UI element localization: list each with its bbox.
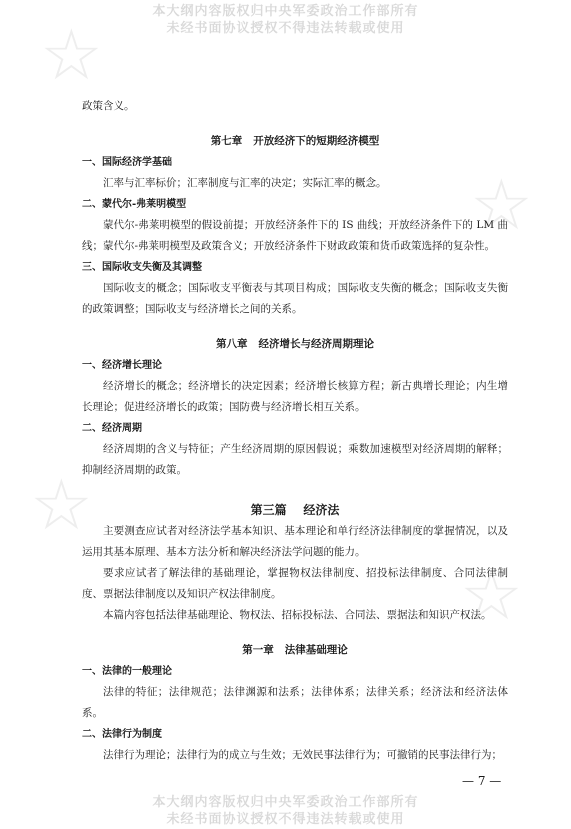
watermark-star-icon: ☆ xyxy=(460,554,523,636)
chapter-1-title: 第一章 法律基础理论 xyxy=(242,644,348,656)
part-3-intro-1: 主要测查应试者对经济法学基本知识、基本理论和单行经济法律制度的掌握情况，以及运用其基本原理、基本方法分析和解决经济法学问题的能力。 xyxy=(82,525,508,558)
chapter-8-section-1-title: 一、经济增长理论 xyxy=(82,360,162,371)
document-body xyxy=(82,96,508,766)
page-number: — 7 — xyxy=(462,774,502,788)
watermark-line-1: 本大纲内容版权归中央军委政治工作部所有 xyxy=(152,4,419,19)
watermark-star-icon: ☆ xyxy=(30,464,93,546)
chapter-1-section-2-title: 二、法律行为制度 xyxy=(82,729,162,740)
chapter-8-title: 第八章 经济增长与经济周期理论 xyxy=(216,338,374,350)
part-3-title: 第三篇 经济法 xyxy=(250,503,340,517)
chapter-1-section-1-title: 一、法律的一般理论 xyxy=(82,666,172,677)
watermark-bottom xyxy=(0,794,571,828)
chapter-1-section-2-text: 法律行为理论；法律行为的成立与生效；无效民事法律行为；可撤销的民事法律行为； xyxy=(103,749,502,761)
chapter-7-section-2-title: 二、蒙代尔-弗莱明模型 xyxy=(82,199,187,210)
chapter-7-section-1-title: 一、国际经济学基础 xyxy=(82,157,172,168)
chapter-8-section-2-text: 经济周期的含义与特征；产生经济周期的原因假说；乘数加速模型对经济周期的解释；抑制经济周期的政策。 xyxy=(82,443,508,476)
chapter-7-title: 第七章 开放经济下的短期经济模型 xyxy=(210,135,380,147)
part-3-intro-3: 本篇内容包括法律基础理论、物权法、招标投标法、合同法、票据法和知识产权法。 xyxy=(103,609,492,621)
watermark-star-icon: ☆ xyxy=(470,164,533,246)
watermark-line-1: 本大纲内容版权归中央军委政治工作部所有 xyxy=(152,795,419,810)
chapter-1-section-1-text: 法律的特征；法律规范；法律渊源和法系；法律体系；法律关系；经济法和经济法体系。 xyxy=(82,686,508,719)
chapter-7-section-3-title: 三、国际收支失衡及其调整 xyxy=(82,262,202,273)
chapter-7-section-2-text: 蒙代尔-弗莱明模型的假设前提；开放经济条件下的 IS 曲线；开放经济条件下的 LM 曲线；蒙代尔-弗莱明模型及政策含义；开放经济条件下财政政策和货币政策选择的复杂性。 xyxy=(82,219,508,252)
watermark-line-2: 未经书面协议授权不得违法转载或使用 xyxy=(166,21,405,36)
chapter-7-section-1-text: 汇率与汇率标价；汇率制度与汇率的决定；实际汇率的概念。 xyxy=(103,177,387,189)
chapter-7-section-3-text: 国际收支的概念；国际收支平衡表与其项目构成；国际收支失衡的概念；国际收支失衡的政策调整；国际收支与经济增长之间的关系。 xyxy=(82,282,508,315)
continuation-text: 政策含义。 xyxy=(82,100,135,112)
watermark-star-icon: ☆ xyxy=(40,14,103,96)
chapter-8-section-1-text: 经济增长的概念；经济增长的决定因素；经济增长核算方程；新古典增长理论；内生增长理论；促进经济增长的政策；国防费与经济增长相互关系。 xyxy=(82,380,508,413)
watermark-line-2: 未经书面协议授权不得违法转载或使用 xyxy=(166,812,405,827)
part-3-intro-2: 要求应试者了解法律的基础理论，掌握物权法律制度、招投标法律制度、合同法律制度、票据法律制度以及知识产权法律制度。 xyxy=(82,567,508,600)
chapter-8-section-2-title: 二、经济周期 xyxy=(82,423,142,434)
